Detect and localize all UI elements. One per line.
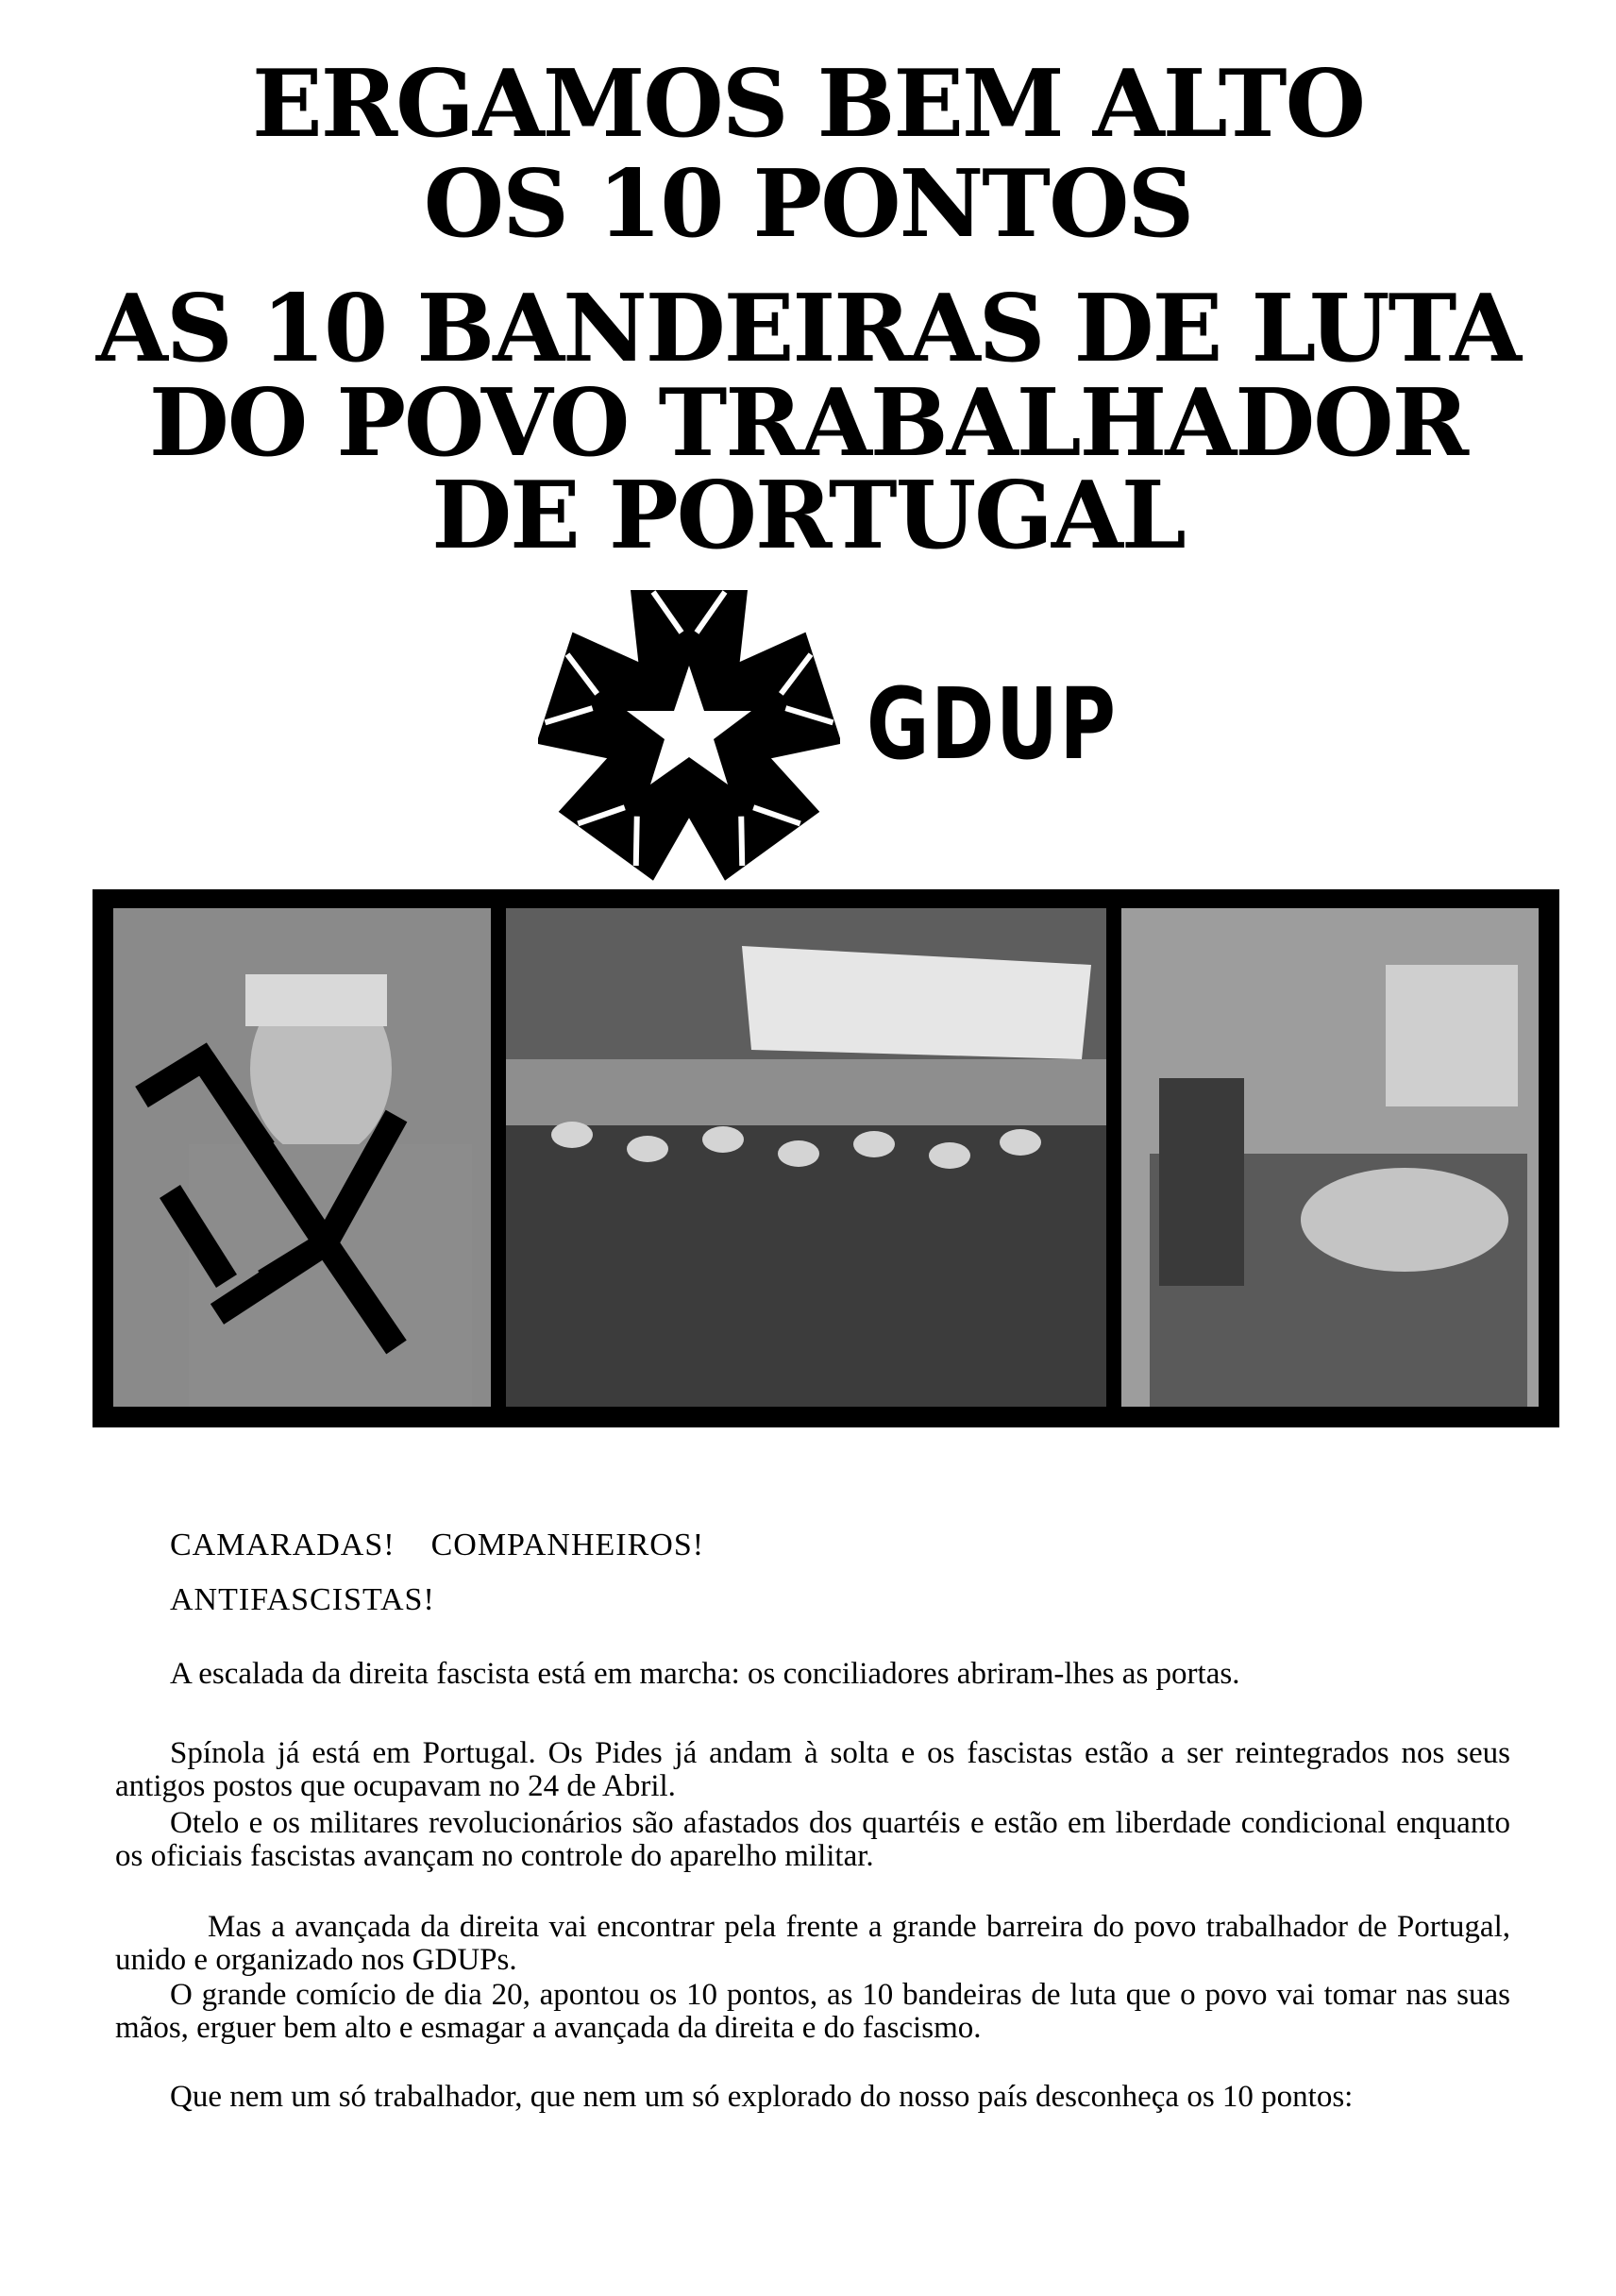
gdup-star-logo-icon bbox=[538, 581, 840, 883]
photo-interior-scene bbox=[1121, 908, 1539, 1407]
body-paragraph-5: O grande comício de dia 20, apontou os 10 pontos, as 10 bandeiras de luta que o povo vai tomar nas suas mãos, erguer bem alto e esmagar a avançada da direita e do fascismo. bbox=[115, 1978, 1510, 2045]
photo-workers-march bbox=[506, 908, 1106, 1407]
salutation-line-1: CAMARADAS! COMPANHEIROS! bbox=[170, 1528, 705, 1562]
photo-strip bbox=[93, 889, 1559, 1427]
body-paragraph-2: Spínola já está em Portugal. Os Pides já andam à solta e os fascistas estão a ser reintegrados nos seus antigos postos que ocupavam no 24 de Abril. bbox=[115, 1736, 1510, 1803]
headline-line-2: OS 10 PONTOS bbox=[423, 150, 1193, 259]
body-paragraph-1: A escalada da direita fascista está em marcha: os conciliadores abriram-lhes as portas. bbox=[170, 1657, 1240, 1691]
photo-officer-swastika bbox=[113, 908, 491, 1407]
body-paragraph-6: Que nem um só trabalhador, que nem um só explorado do nosso país desconheça os 10 pontos: bbox=[170, 2080, 1354, 2114]
salutation-line-2: ANTIFASCISTAS! bbox=[170, 1582, 435, 1617]
gdup-logo-text: GDUP bbox=[867, 667, 1118, 782]
body-paragraph-4: Mas a avançada da direita vai encontrar pela frente a grande barreira do povo trabalhador de Portugal, unido e organizado nos GDUPs. bbox=[115, 1910, 1510, 1977]
headline-line-4: DO POVO TRABALHADOR bbox=[148, 369, 1468, 478]
body-paragraph-3: Otelo e os militares revolucionários são afastados dos quartéis e estão em liberdade condicional enquanto os oficiais fascistas avançam no controle do aparelho militar. bbox=[115, 1806, 1510, 1873]
headline-line-1: ERGAMOS BEM ALTO bbox=[252, 50, 1364, 159]
headline-line-3: AS 10 BANDEIRAS DE LUTA bbox=[95, 275, 1521, 383]
headline-line-5: DE PORTUGAL bbox=[431, 462, 1185, 570]
